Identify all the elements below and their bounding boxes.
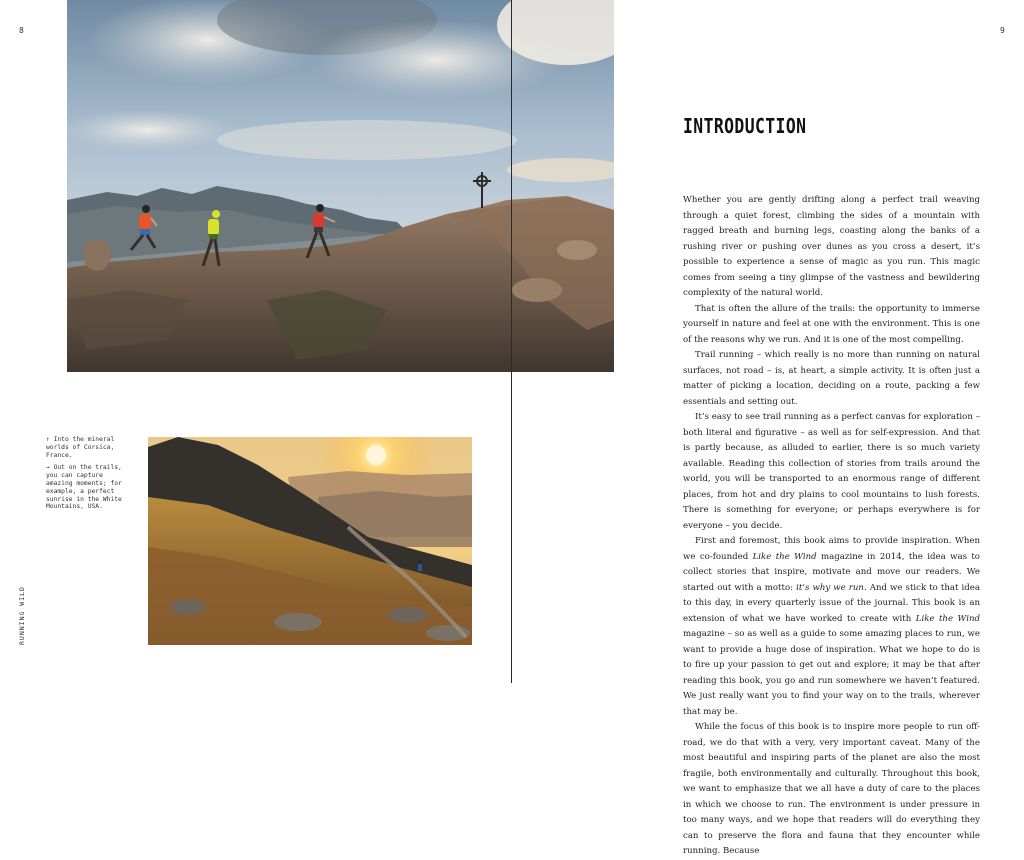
caption-corsica: ↑ Into the mineral worlds of Corsica, France. xyxy=(46,436,115,459)
paragraph-text: magazine – so as well as a guide to some amazing places to run, we want to provide a huge dose of inspiration. What we hope to do is to fire up your passion to get out and explore; it may be that after reading this book, you go and run somewhere we haven’t featured. We just really want you to find your way on to the trails, wherever that may be. xyxy=(683,629,980,717)
paragraph: That is often the allure of the trails: the opportunity to immerse yourself in nature and feel at one with the environment. This is one of the reasons why we run. And it is one of the most compelling. xyxy=(683,303,980,345)
page-number-right: 9 xyxy=(1000,26,1005,35)
paragraph xyxy=(683,534,980,720)
running-head: RUNNING WILD xyxy=(18,586,26,645)
paragraph: While the focus of this book is to inspire more people to run off-road, we do that with a very, very important caveat. Many of the most beautiful and inspiring parts of the planet are also the most fragile, both environmentally and culturally. Throughout this book, we want to emphasize that we all have a duty of care to the places in which we choose to run. The environment is under pressure in too many ways, and we hope that readers will do everything they can to preserve the flora and fauna that they encounter while running. Because xyxy=(683,722,980,856)
paragraph: Whether you are gently drifting along a perfect trail weaving through a quiet forest, climbing the sides of a mountain with ragged breath and burning legs, coasting along the banks of a rushing river or pushing over dunes as you cross a desert, it’s possible to experience a sense of magic as you run. This magic comes from seeing a tiny glimpse of the vastness and bewildering complexity of the natural world. xyxy=(683,195,980,298)
caption-white-mountains: → Out on the trails, you can capture amazing moments; for example, a perfect sunrise in the White Mountains, USA. xyxy=(46,464,122,511)
paragraph: It’s easy to see trail running as a perfect canvas for exploration – both literal and figurative – as well as for self-expression. And that is partly because, as alluded to earlier, there is so much variety available. Reading this collection of stories from trails around the world, you will be transported to an enormous range of different places, from hot and dry plains to cool mountains to lush forests. There is something for everyone; or perhaps everywhere is for everyone – you decide. xyxy=(683,412,980,531)
body-text xyxy=(683,193,980,860)
chapter-heading: INTRODUCTION xyxy=(683,114,807,138)
magazine-title: Like the Wind xyxy=(752,551,817,562)
paragraph-text: . And we stick to that idea to this day, in every quarterly issue of the journal. This book is an extension of what we have worked to create with xyxy=(683,582,980,624)
photo-captions xyxy=(46,436,138,516)
paragraph-text: magazine in 2014, the idea was to collect stories that inspire, motivate and move our readers. We started out with a motto: xyxy=(683,551,980,593)
motto: it’s why we run xyxy=(796,582,864,593)
magazine-title: Like the Wind xyxy=(915,613,980,624)
paragraph: Trail running – which really is no more than running on natural surfaces, not road – is, at heart, a simple activity. It is often just a matter of picking a location, deciding on a route, packing a few essentials and setting out. xyxy=(683,350,980,407)
paragraph-text: First and foremost, this book aims to provide inspiration. When we co-founded xyxy=(683,536,980,562)
white-mountains-sunrise-photo xyxy=(148,437,472,645)
corsica-runners-photo xyxy=(67,0,614,372)
gutter-line xyxy=(511,0,512,683)
page-number-left: 8 xyxy=(19,26,24,35)
